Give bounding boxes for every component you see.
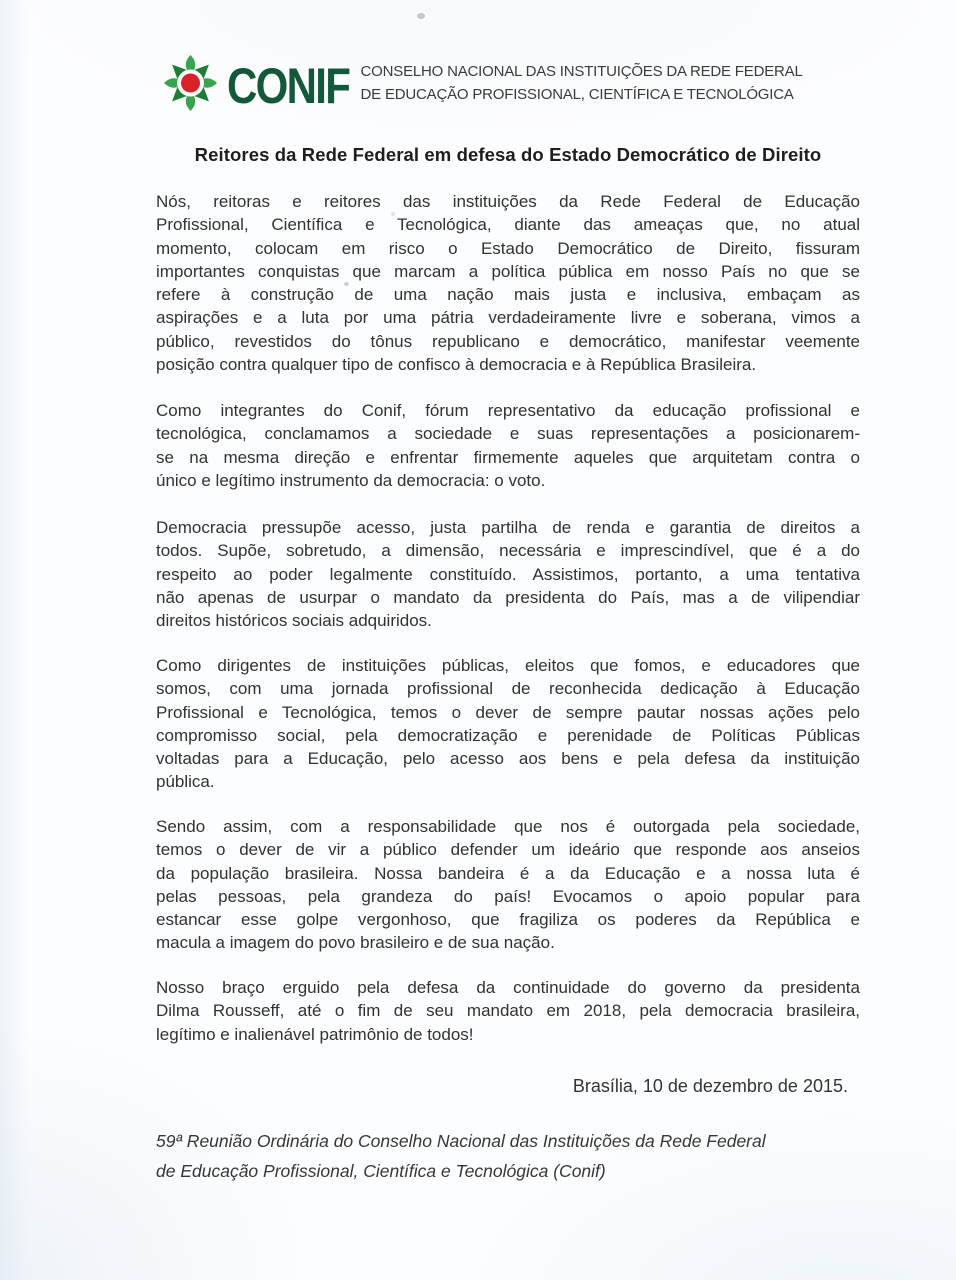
text-line: único e legítimo instrumento da democracia: o voto.: [156, 470, 546, 490]
text-line: compromisso social, pela democratização e perenidade de Políticas Públicas: [156, 725, 860, 745]
paragraph-2: [156, 399, 860, 492]
text-line: de Educação Profissional, Científica e Tecnológica (Conif): [156, 1161, 606, 1181]
date-line: Brasília, 10 de dezembro de 2015.: [572, 1076, 848, 1096]
scan-speck: [417, 13, 425, 19]
text-line: Nós, reitoras e reitores das instituições da Rede Federal de Educação: [156, 192, 860, 211]
text-line: Profissional e Tecnológica, temos o dever de sempre pautar nossas ações pelo: [156, 702, 860, 722]
text-line: da população brasileira. Nossa bandeira é a da Educação e a nossa luta é: [156, 863, 860, 883]
paragraph-6: [156, 976, 860, 1046]
paragraph-5: [156, 815, 860, 955]
closing-note: [156, 1126, 868, 1186]
text-line: direitos históricos sociais adquiridos.: [156, 611, 432, 630]
org-name-line1: CONSELHO NACIONAL DAS INSTITUIÇÕES DA REDE FEDERAL: [360, 63, 803, 80]
text-line: momento, colocam em risco o Estado Democrático de Direito, fissuram: [156, 238, 860, 258]
text-line: posição contra qualquer tipo de confisco à democracia e à República Brasileira.: [156, 354, 757, 374]
text-line: Como dirigentes de instituições públicas, eleitos que fomos, e educadores que: [156, 656, 860, 675]
paragraph-3: [156, 516, 860, 632]
text-line: somos, com uma jornada profissional de reconhecida dedicação à Educação: [156, 679, 860, 699]
text-line: Profissional, Científica e Tecnológica, diante das ameaças que, no atual: [156, 215, 860, 235]
document-title: Reitores da Rede Federal em defesa do Estado Democrático de Direito: [194, 144, 822, 165]
text-line: aspirações e a luta por uma pátria verdadeiramente livre e soberana, vimos a: [156, 308, 860, 328]
org-name: [361, 60, 803, 106]
text-line: Como integrantes do Conif, fórum representativo da educação profissional e: [156, 401, 860, 420]
conif-wordmark: CONIF: [227, 58, 350, 114]
text-line: Dilma Rousseff, até o fim de seu mandato em 2018, pela democracia brasileira,: [156, 1001, 860, 1021]
text-line: temos o dever de vir a público defender um ideário que responde aos anseios: [156, 840, 860, 860]
text-line: macula a imagem do povo brasileiro e de sua nação.: [156, 933, 555, 953]
text-line: 59ª Reunião Ordinária do Conselho Nacional das Instituições da Rede Federal: [156, 1131, 766, 1151]
text-line: pelas pessoas, pela grandeza do país! Evocamos o apoio popular para: [156, 886, 860, 906]
text-line: legítimo e inalienável patrimônio de todos!: [156, 1024, 474, 1044]
text-line: não apenas de usurpar o mandato da presidenta do País, mas a de vilipendiar: [156, 587, 860, 607]
text-line: público, revestidos do tônus republicano e democrático, manifestar veemente: [156, 331, 860, 351]
org-name-line2: DE EDUCAÇÃO PROFISSIONAL, CIENTÍFICA E TECNOLÓGICA: [360, 86, 794, 103]
text-line: refere à construção de uma nação mais justa e inclusiva, embaçam as: [156, 285, 860, 304]
paragraph-1: [156, 190, 860, 376]
conif-flower-logo-icon: [163, 53, 218, 113]
text-line: importantes conquistas que marcam a política pública em nosso País no que se: [156, 261, 860, 281]
text-line: estancar esse golpe vergonhoso, que fragiliza os poderes da República e: [156, 910, 860, 929]
text-line: tecnológica, conclamamos a sociedade e suas representações a posicionarem-: [156, 424, 860, 444]
text-line: Democracia pressupõe acesso, justa partilha de renda e garantia de direitos a: [156, 518, 860, 537]
document-header: [163, 53, 803, 113]
text-line: pública.: [156, 772, 215, 792]
text-line: todos. Supõe, sobretudo, a dimensão, necessária e imprescindível, que é a do: [156, 541, 860, 561]
text-line: Sendo assim, com a responsabilidade que nos é outorgada pela sociedade,: [156, 817, 860, 836]
text-line: voltadas para a Educação, pelo acesso aos bens e pela defesa da instituição: [156, 749, 860, 768]
text-line: Nosso braço erguido pela defesa da continuidade do governo da presidenta: [156, 978, 860, 997]
text-line: respeito ao poder legalmente constituído. Assistimos, portanto, a uma tentativa: [156, 564, 860, 584]
paragraph-4: [156, 654, 860, 794]
text-line: se na mesma direção e enfrentar firmemente aqueles que arquitetam contra o: [156, 447, 860, 467]
